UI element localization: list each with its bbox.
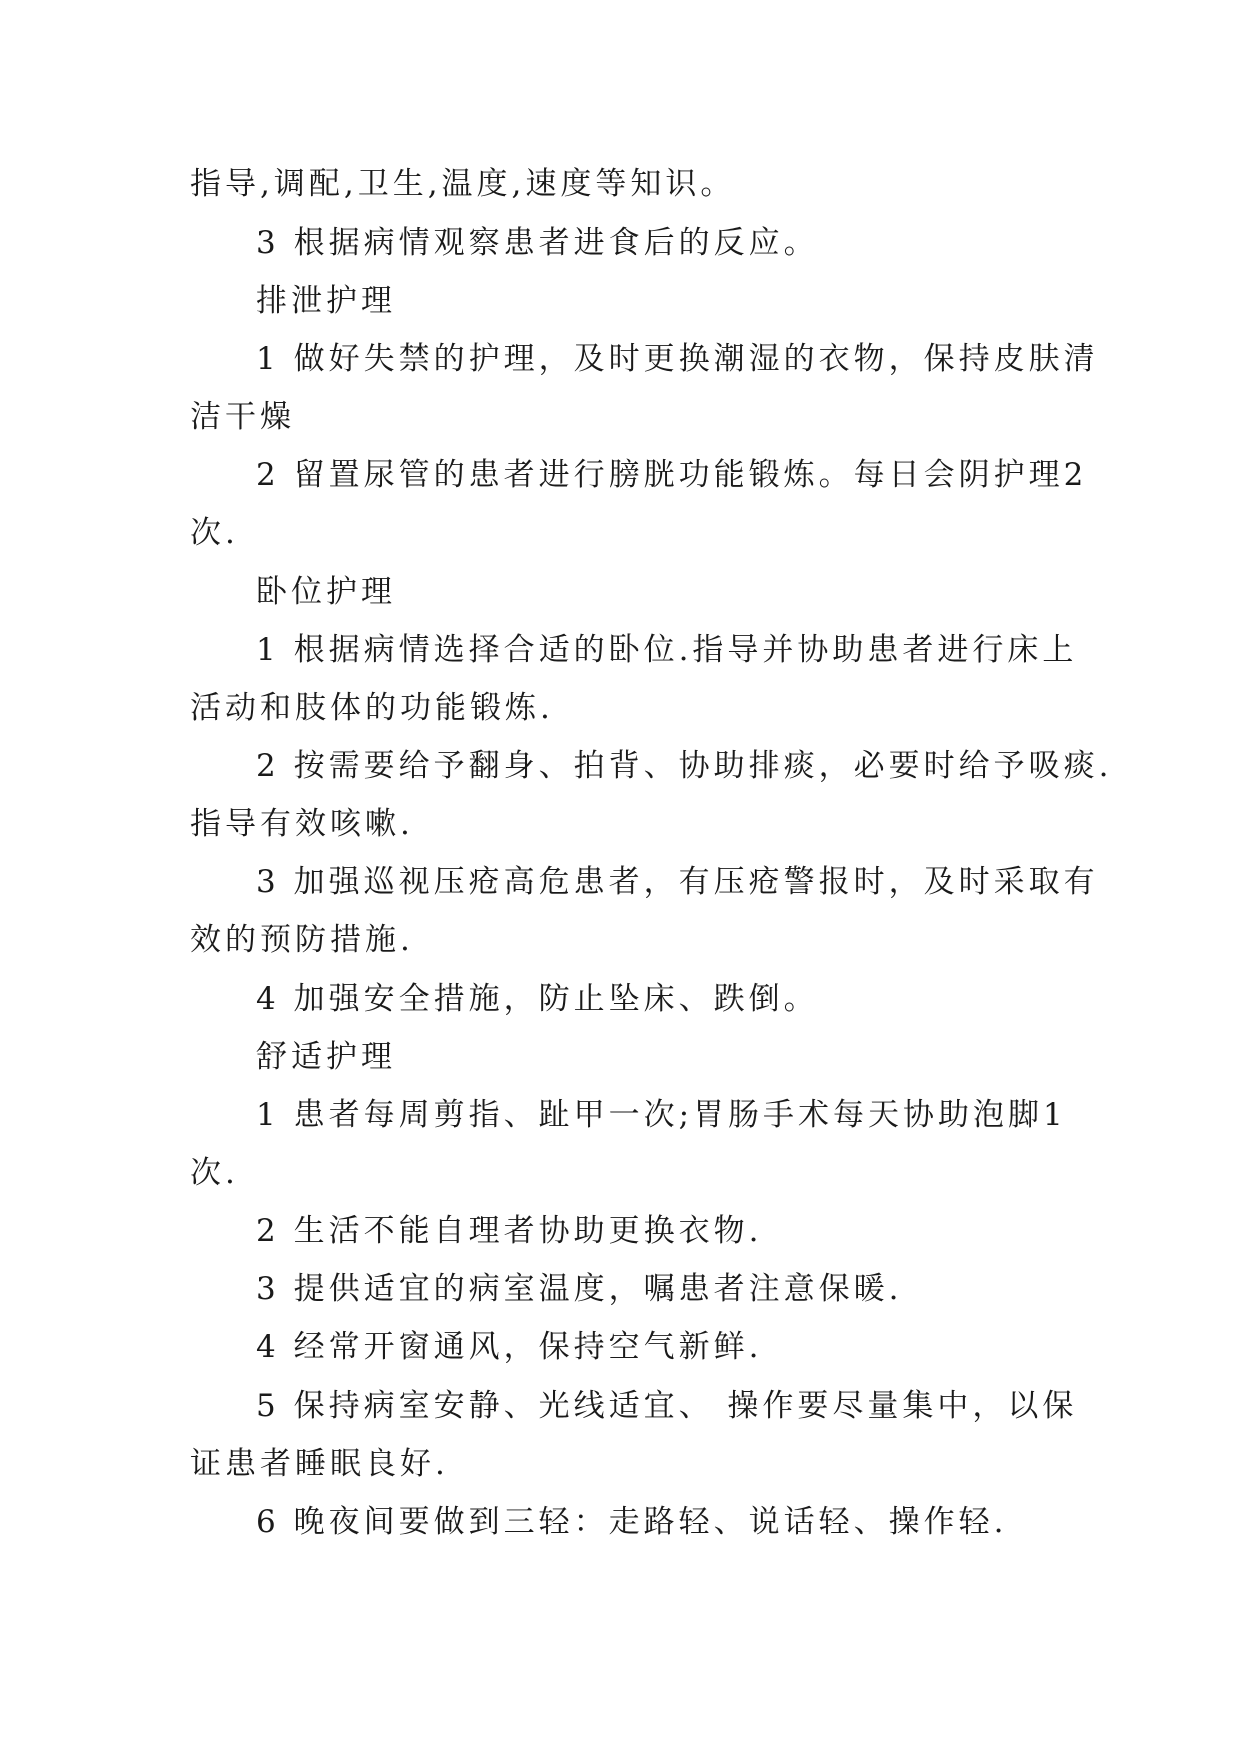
section-heading-comfort: 舒适护理 <box>256 1039 396 1075</box>
positioning-item-1-cont: 活动和肢体的功能锻炼. <box>190 690 554 726</box>
section-heading-excretion: 排泄护理 <box>256 283 396 319</box>
excretion-item-1: 1 做好失禁的护理，及时更换潮湿的衣物，保持皮肤清 <box>256 341 1099 377</box>
comfort-item-5-cont: 证患者睡眠良好. <box>190 1446 449 1482</box>
comfort-item-2: 2 生活不能自理者协助更换衣物. <box>256 1213 763 1249</box>
comfort-item-4: 4 经常开窗通风，保持空气新鲜. <box>256 1329 763 1365</box>
excretion-item-2: 2 留置尿管的患者进行膀胱功能锻炼。每日会阴护理2 <box>256 457 1088 493</box>
comfort-item-5: 5 保持病室安静、光线适宜、 操作要尽量集中，以保 <box>256 1388 1078 1424</box>
comfort-item-1-cont: 次. <box>190 1155 239 1191</box>
positioning-item-4: 4 加强安全措施，防止坠床、跌倒。 <box>256 981 819 1017</box>
positioning-item-3: 3 加强巡视压疮高危患者，有压疮警报时，及时采取有 <box>256 864 1099 900</box>
positioning-item-1: 1 根据病情选择合适的卧位.指导并协助患者进行床上 <box>256 632 1078 668</box>
excretion-item-2-cont: 次. <box>190 515 239 551</box>
excretion-item-1-cont: 洁干燥 <box>190 399 295 435</box>
paragraph-continuation-line: 指导,调配,卫生,温度,速度等知识。 <box>190 166 736 202</box>
positioning-item-2-cont: 指导有效咳嗽. <box>190 806 414 842</box>
comfort-item-3: 3 提供适宜的病室温度，嘱患者注意保暖. <box>256 1271 903 1307</box>
comfort-item-6: 6 晚夜间要做到三轻：走路轻、说话轻、操作轻. <box>256 1504 1008 1540</box>
positioning-item-2: 2 按需要给予翻身、拍背、协助排痰，必要时给予吸痰. <box>256 748 1113 784</box>
comfort-item-1: 1 患者每周剪指、趾甲一次;胃肠手术每天协助泡脚1 <box>256 1097 1067 1133</box>
diet-item-3: 3 根据病情观察患者进食后的反应。 <box>256 225 819 261</box>
section-heading-positioning: 卧位护理 <box>256 574 396 610</box>
positioning-item-3-cont: 效的预防措施. <box>190 922 414 958</box>
